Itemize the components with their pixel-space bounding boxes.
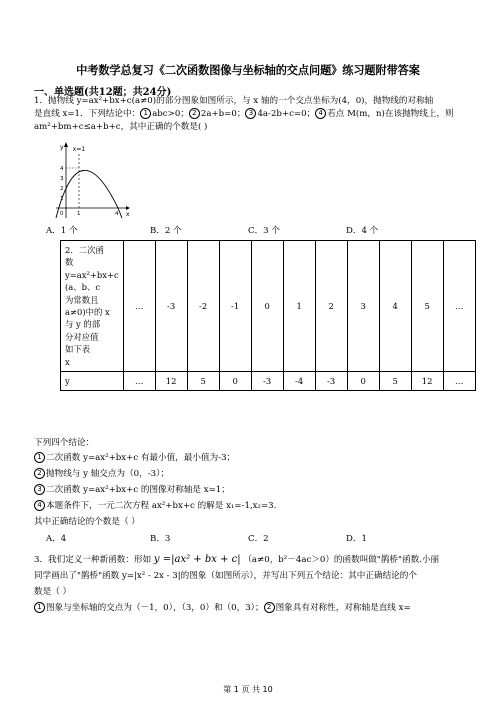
q1-line2-text: 是直线 x=1．下列结论中： (34, 109, 141, 119)
q2-statement-3 (34, 484, 230, 496)
q1-ytick: 1 (60, 196, 64, 202)
table-cell: … (123, 372, 155, 391)
table-cell: y (61, 372, 124, 391)
q1-tick-4: 4 (115, 211, 119, 217)
circle-number: 1 (140, 108, 151, 119)
table-cell: … (443, 241, 475, 372)
q1-option-d[interactable]: D．4 个 (346, 226, 379, 236)
q1-line3: am²+bm+c≤a+b+c，其中正确的个数是( ) (34, 122, 208, 132)
q1-option-c[interactable]: C．3 个 (248, 226, 280, 236)
table-cell: 0 (251, 241, 283, 372)
page-footer: 第 1 页 共 10 (223, 685, 273, 694)
q2-head-line: 如下表 (65, 344, 91, 355)
q2-option-c[interactable]: C．2 (248, 534, 269, 544)
q2-option-d[interactable]: D．1 (346, 534, 367, 544)
q1-line1: 1．抛物线 y=ax²+bx+c(a≠0)的部分图象如图所示，与 x 轴的一个交点坐标为(4，0)，抛物线的对称轴 (34, 96, 434, 106)
q2-statement-text: 二次函数 y=ax²+bx+c 有最小值，最小值为-3； (46, 453, 236, 463)
q2-statement-4 (34, 500, 276, 512)
table-cell: 2 (315, 241, 347, 372)
circle-number: 3 (34, 484, 45, 495)
q2-statement-text: 本题条件下，一元二次方程 ax²+bx+c 的解是 x₁=-1,x₂=3. (46, 501, 277, 511)
table-cell: … (443, 372, 475, 391)
table-cell: -3 (155, 241, 187, 372)
q3-line4 (34, 602, 411, 614)
table-cell: 12 (155, 372, 187, 391)
q2-head-line: a≠0)中的 x (65, 307, 110, 318)
q2-head-line: 分对应值 (65, 331, 99, 342)
table-cell: 12 (411, 372, 443, 391)
q3-line2: 同学画出了"鹊桥"函数 y=|x² - 2x - 3|的图象（如图所示），并写出下列五个结论：其中正确结论的个 (34, 571, 417, 581)
circle-number: 4 (315, 108, 326, 119)
q2-head-line: (a、b、c (65, 282, 101, 293)
q2-ask: 其中正确结论的个数是（ ） (34, 517, 140, 527)
q1-sym-label: x=1 (72, 146, 86, 153)
q2-option-a[interactable]: A．4 (46, 534, 67, 544)
q2-head-line: 与 y 的部 (65, 319, 101, 330)
q2-option-b[interactable]: B．3 (150, 534, 171, 544)
q2-statement-text: 抛物线与 y 轴交点为（0，-3）； (46, 469, 169, 479)
q3-conclusion-2: 图象具有对称性，对称轴是直线 x= (275, 603, 411, 613)
q3-line1-end: （a≠0，b²－4ac＞0）的函数叫做"鹊桥"函数.小丽 (243, 555, 440, 565)
table-cell: -1 (219, 241, 251, 372)
q1-conclusion-2: 2a+b=0； (200, 109, 246, 119)
q2-statement-2 (34, 468, 169, 480)
circle-number: 2 (189, 108, 200, 119)
table-cell: 0 (219, 372, 251, 391)
q1-conclusion-3: 4a-2b+c=0； (257, 109, 316, 119)
q3-formula: y =|ax² + bx + c| (153, 554, 241, 565)
table-cell: 5 (187, 372, 219, 391)
table-cell: -3 (251, 372, 283, 391)
circle-number: 2 (264, 602, 275, 613)
q2-head-line: x (65, 356, 70, 367)
q2-header-cell (61, 241, 124, 372)
table-cell: -4 (283, 372, 315, 391)
q1-option-b[interactable]: B．2 个 (150, 226, 182, 236)
q1-x-axis-label: x (126, 211, 130, 218)
q2-head-line: 2．二次函 (65, 245, 104, 255)
q2-head-line: 数 (65, 257, 74, 268)
q1-tick-1: 1 (77, 211, 81, 217)
q2-value-table (60, 240, 476, 391)
table-cell: 5 (411, 241, 443, 372)
q1-conclusion-1: abc>0； (152, 109, 189, 119)
q3-conclusion-1: 图象与坐标轴的交点为（－1，0），（3，0）和（0，3）； (46, 603, 264, 613)
q3-line1 (34, 554, 439, 566)
table-cell: -2 (187, 241, 219, 372)
q1-y-axis-label: y (60, 144, 64, 151)
q2-intro: 下列四个结论： (34, 438, 95, 448)
q1-ytick: 3 (60, 176, 64, 182)
table-cell: 3 (347, 241, 379, 372)
q1-option-a[interactable]: A．1 个 (46, 226, 78, 236)
q1-line2 (34, 108, 454, 120)
section-heading: 一、单选题(共12题；共24分) (34, 87, 172, 98)
q1-parabola-graph (52, 140, 132, 220)
q3-line1-start: 3．我们定义一种新函数：形如 (34, 555, 152, 565)
q2-head-line: 为常数且 (65, 294, 99, 305)
table-cell: 1 (283, 241, 315, 372)
table-row (61, 372, 476, 391)
table-row (61, 241, 476, 372)
table-cell: 0 (347, 372, 379, 391)
table-cell: 4 (379, 241, 411, 372)
circle-number: 1 (34, 452, 45, 463)
circle-number: 4 (34, 500, 45, 511)
q1-ytick: 4 (60, 166, 64, 172)
table-cell: 5 (379, 372, 411, 391)
circle-number: 2 (34, 468, 45, 479)
q1-conclusion-4: 若点 M(m，n)在该抛物线上，则 (327, 109, 454, 119)
document-title: 中考数学总复习《二次函数图像与坐标轴的交点问题》练习题附带答案 (76, 63, 420, 77)
q2-statement-1 (34, 452, 235, 464)
q1-ytick: 2 (60, 186, 64, 192)
circle-number: 3 (245, 108, 256, 119)
q2-statement-text: 二次函数 y=ax²+bx+c 的图像对称轴是 x=1； (46, 485, 230, 495)
q1-origin-label: 0 (60, 211, 64, 217)
q3-line3: 数是（ ） (34, 587, 72, 597)
table-cell: -3 (315, 372, 347, 391)
q2-head-line: y=ax²+bx+c (65, 269, 119, 280)
table-cell: … (123, 241, 155, 372)
circle-number: 1 (34, 602, 45, 613)
